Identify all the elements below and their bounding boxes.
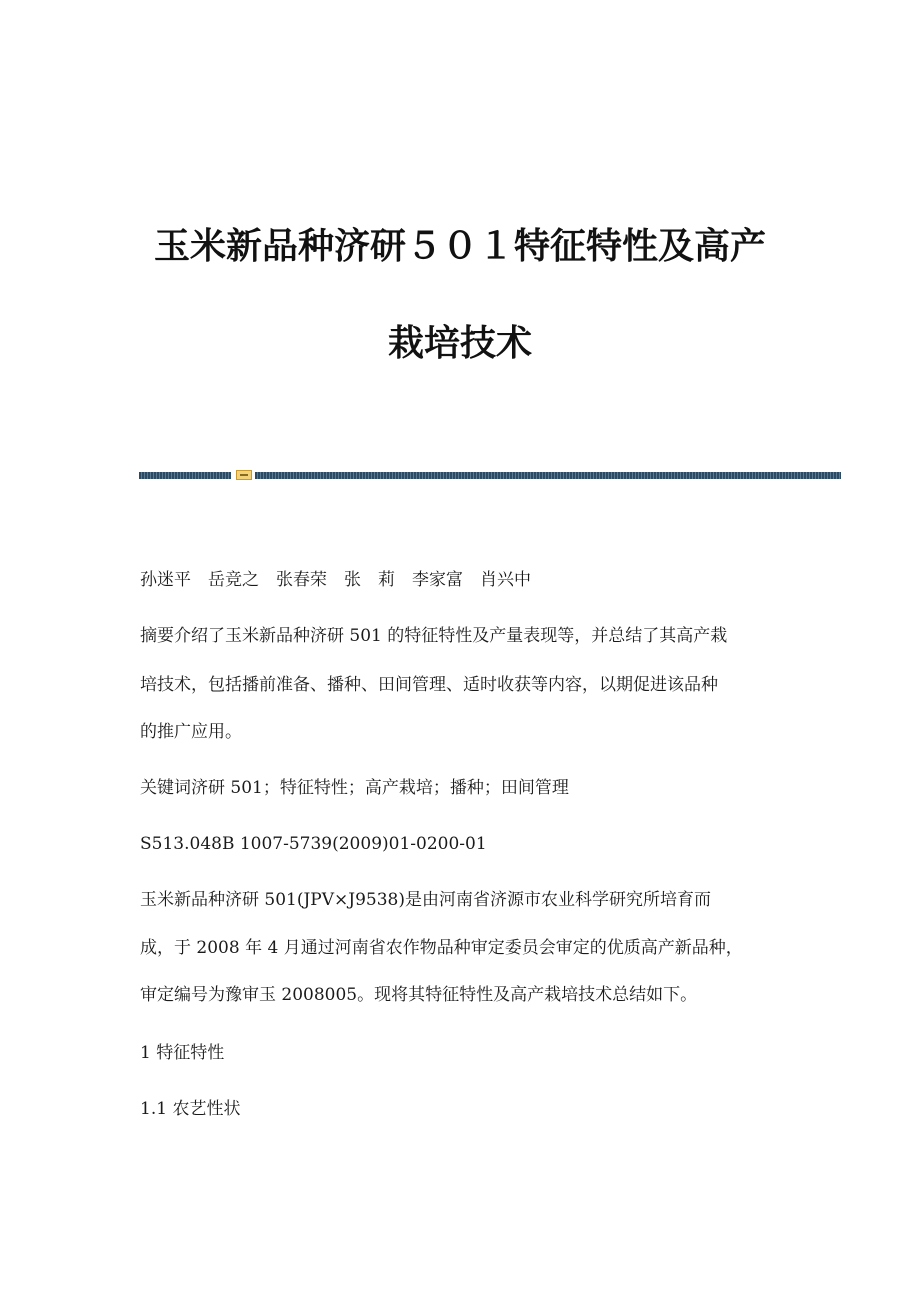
section-heading: 1 特征特性 (140, 1043, 225, 1063)
subsection-heading: 1.1 农艺性状 (140, 1099, 241, 1119)
divider-bar-left (139, 472, 231, 479)
abstract-line-3: 的推广应用。 (140, 722, 242, 742)
body-paragraph-line-2: 成，于 2008 年 4 月通过河南省农作物品种审定委员会审定的优质高产新品种， (140, 938, 743, 958)
body-paragraph-line-1: 玉米新品种济研 501(JPV×J9538)是由河南省济源市农业科学研究所培育而 (140, 890, 711, 910)
divider-bar-right (255, 472, 841, 479)
abstract-line-1: 摘要介绍了玉米新品种济研 501 的特征特性及产量表现等，并总结了其高产栽 (140, 626, 728, 646)
body-paragraph-line-3: 审定编号为豫审玉 2008005。现将其特征特性及高产栽培技术总结如下。 (140, 985, 698, 1005)
title-divider (139, 470, 841, 480)
document-title-line-2: 栽培技术 (387, 323, 532, 364)
document-title-line-1: 玉米新品种济研５０１特征特性及高产 (153, 226, 766, 267)
keywords: 关键词济研 501；特征特性；高产栽培；播种；田间管理 (140, 778, 569, 798)
divider-ornament-icon (236, 470, 252, 480)
author-list: 孙迷平 岳竞之 张春荣 张 莉 李家富 肖兴中 (140, 570, 531, 590)
classification-code: S513.048B 1007-5739(2009)01-0200-01 (140, 834, 487, 854)
abstract-line-2: 培技术，包括播前准备、播种、田间管理、适时收获等内容，以期促进该品种 (140, 675, 718, 695)
